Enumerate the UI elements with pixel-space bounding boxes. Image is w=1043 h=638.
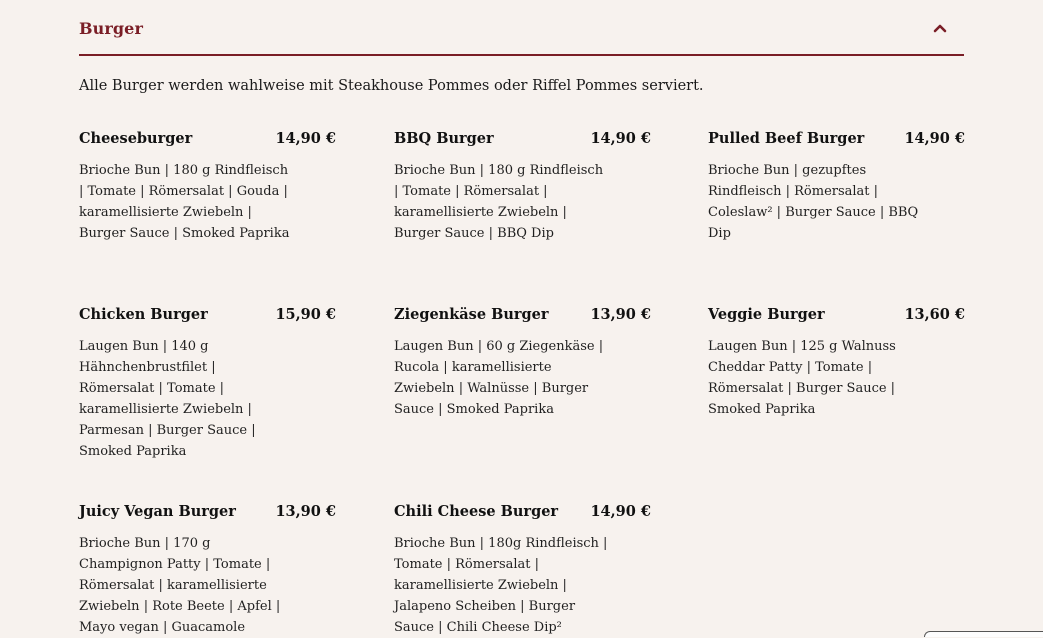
item-description: Brioche Bun | 180 g Rindfleisch | Tomate | Römersalat | karamellisierte Zwiebeln | Burger Sauce | BBQ Dip bbox=[394, 163, 604, 241]
menu-item bbox=[79, 130, 336, 244]
item-name: Juicy Vegan Burger bbox=[79, 503, 236, 520]
item-description: Brioche Bun | 180 g Rindfleisch | Tomate | Römersalat | Gouda | karamellisierte Zwiebeln | Burger Sauce | Smoked Paprika bbox=[79, 163, 290, 241]
menu-item bbox=[708, 130, 965, 244]
menu-item bbox=[79, 503, 336, 638]
item-price: 13,60 € bbox=[904, 306, 965, 323]
item-description: Laugen Bun | 60 g Ziegenkäse | Rucola | karamellisierte Zwiebeln | Walnüsse | Burger Sauce | Smoked Paprika bbox=[394, 339, 604, 417]
item-price: 15,90 € bbox=[275, 306, 336, 323]
item-name: Chili Cheese Burger bbox=[394, 503, 559, 520]
section-toggle[interactable] bbox=[79, 0, 964, 56]
section-title: Burger bbox=[79, 18, 143, 38]
item-description: Brioche Bun | gezupftes Rindfleisch | Römersalat | Coleslaw² | Burger Sauce | BBQ Dip bbox=[708, 163, 919, 241]
item-price: 13,90 € bbox=[275, 503, 336, 520]
item-name: Pulled Beef Burger bbox=[708, 130, 865, 147]
item-price: 14,90 € bbox=[904, 130, 965, 147]
item-price: 14,90 € bbox=[275, 130, 336, 147]
floating-widget-edge[interactable] bbox=[924, 631, 1043, 637]
menu-item bbox=[79, 306, 336, 462]
item-description: Brioche Bun | 180g Rindfleisch | Tomate | Römersalat | karamellisierte Zwiebeln | Jalapeno Scheiben | Burger Sauce | Chili Cheese Dip² bbox=[394, 536, 608, 635]
menu-item bbox=[394, 306, 651, 420]
chevron-up-icon[interactable] bbox=[930, 18, 950, 38]
item-name: Veggie Burger bbox=[708, 306, 825, 323]
item-price: 14,90 € bbox=[590, 130, 651, 147]
menu-item bbox=[394, 130, 651, 244]
item-description: Brioche Bun | 170 g Champignon Patty | Tomate | Römersalat | karamellisierte Zwiebeln | Rote Beete | Apfel | Mayo vegan | Guacamole bbox=[79, 536, 281, 635]
menu-item bbox=[394, 503, 651, 638]
item-name: Ziegenkäse Burger bbox=[394, 306, 549, 323]
section-intro: Alle Burger werden wahlweise mit Steakhouse Pommes oder Riffel Pommes serviert. bbox=[79, 78, 704, 94]
item-price: 14,90 € bbox=[590, 503, 651, 520]
item-name: Cheeseburger bbox=[79, 130, 193, 147]
item-price: 13,90 € bbox=[590, 306, 651, 323]
item-description: Laugen Bun | 125 g Walnuss Cheddar Patty | Tomate | Römersalat | Burger Sauce | Smoked Paprika bbox=[708, 339, 896, 417]
item-description: Laugen Bun | 140 g Hähnchenbrustfilet | Römersalat | Tomate | karamellisierte Zwiebeln | Parmesan | Burger Sauce | Smoked Paprika bbox=[79, 339, 256, 459]
burger-section bbox=[79, 0, 965, 635]
item-name: BBQ Burger bbox=[394, 130, 494, 147]
item-name: Chicken Burger bbox=[79, 306, 208, 323]
menu-item bbox=[708, 306, 965, 420]
